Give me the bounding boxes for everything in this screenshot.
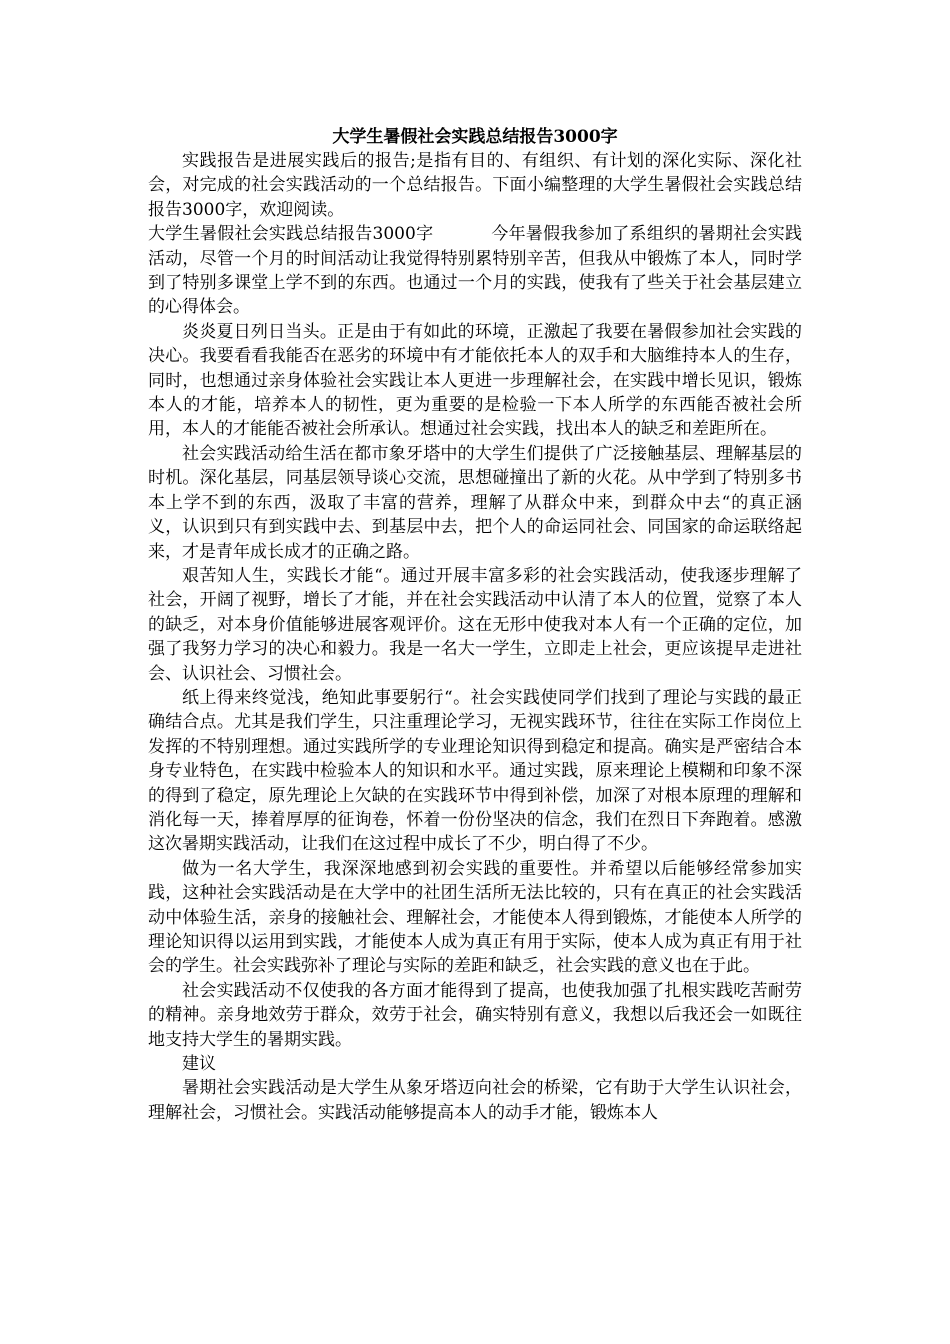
intro-paragraph: 实践报告是进展实践后的报告;是指有目的、有组织、有计划的深化实际、深化社会，对完成的社会实践活动的一个总结报告。下面小编整理的大学生暑假社会实践总结报告3000字，欢迎阅读。: [148, 151, 802, 220]
body-paragraph: 做为一名大学生，我深深地感到初会实践的重要性。并希望以后能够经常参加实践，这种社会实践活动是在大学中的社团生活所无法比较的，只有在真正的社会实践活动中体验生活，亲身的接触社会、理解社会，才能使本人得到锻炼，才能使本人所学的理论知识得以运用到实践，才能使本人成为真正有用于实际，使本人成为真正有用于社会的学生。社会实践弥补了理论与实际的差距和缺乏，社会实践的意义也在于此。: [148, 858, 802, 977]
document-title: 大学生暑假社会实践总结报告3000字: [332, 127, 618, 147]
heading-paragraph-text: 今年暑假我参加了系组织的暑期社会实践活动，尽管一个月的时间活动让我觉得特别累特别辛苦，但我从中锻炼了本人，同时学到了特别多课堂上学不到的东西。也通过一个月的实践，使我有了些关于社会基层建立的心得体会。: [148, 224, 802, 318]
body-paragraph: 艰苦知人生，实践长才能“。通过开展丰富多彩的社会实践活动，使我逐步理解了社会，开阔了视野，增长了才能，并在社会实践活动中认清了本人的位置，觉察了本人的缺乏，对本身价值能够进展客观评价。这在无形中使我对本人有一个正确的定位，加强了我努力学习的决心和毅力。我是一名大一学生，立即走上社会，更应该提早走进社会、认识社会、习惯社会。: [148, 565, 802, 684]
body-paragraph: 暑期社会实践活动是大学生从象牙塔迈向社会的桥梁，它有助于大学生认识社会，理解社会，习惯社会。实践活动能够提高本人的动手才能，锻炼本人: [148, 1078, 802, 1123]
document-body: [148, 149, 802, 1125]
section-heading: 大学生暑假社会实践总结报告3000字: [148, 224, 434, 245]
body-paragraph: 纸上得来终觉浅，绝知此事要躬行“。社会实践使同学们找到了理论与实践的最正确结合点。尤其是我们学生，只注重理论学习，无视实践环节，往往在实际工作岗位上发挥的不特别理想。通过实践所学的专业理论知识得到稳定和提高。确实是严密结合本身专业特色，在实践中检验本人的知识和水平。通过实践，原来理论上模糊和印象不深的得到了稳定，原先理论上欠缺的在实践环节中得到补偿，加深了对根本原理的理解和消化每一天，捧着厚厚的征询卷，怀着一份份坚决的信念，我们在烈日下奔跑着。感激这次暑期实践活动，让我们在这过程中成长了不少，明白得了不少。: [148, 687, 802, 855]
subheading-suggestion: 建议: [182, 1054, 216, 1075]
body-paragraph: 社会实践活动给生活在都市象牙塔中的大学生们提供了广泛接触基层、理解基层的时机。深化基层，同基层领导谈心交流，思想碰撞出了新的火花。从中学到了特别多书本上学不到的东西，汲取了丰富的营养，理解了从群众中来，到群众中去“的真正涵义，认识到只有到实践中去、到基层中去，把个人的命运同社会、同国家的命运联络起来，才是青年成长成才的正确之路。: [148, 443, 802, 562]
body-paragraph: 社会实践活动不仅使我的各方面才能得到了提高，也使我加强了扎根实践吃苦耐劳的精神。亲身地效劳于群众，效劳于社会，确实特别有意义，我想以后我还会一如既往地支持大学生的暑期实践。: [148, 980, 802, 1050]
heading-paragraph: [148, 222, 802, 320]
body-paragraph: 炎炎夏日列日当头。正是由于有如此的环境，正激起了我要在暑假参加社会实践的决心。我要看看我能否在恶劣的环境中有才能依托本人的双手和大脑维持本人的生存，同时，也想通过亲身体验社会实践让本人更进一步理解社会，在实践中增长见识，锻炼本人的才能，培养本人的韧性，更为重要的是检验一下本人所学的东西能否被社会所用，本人的才能能否被社会所承认。想通过社会实践，找出本人的缺乏和差距所在。: [148, 321, 802, 440]
